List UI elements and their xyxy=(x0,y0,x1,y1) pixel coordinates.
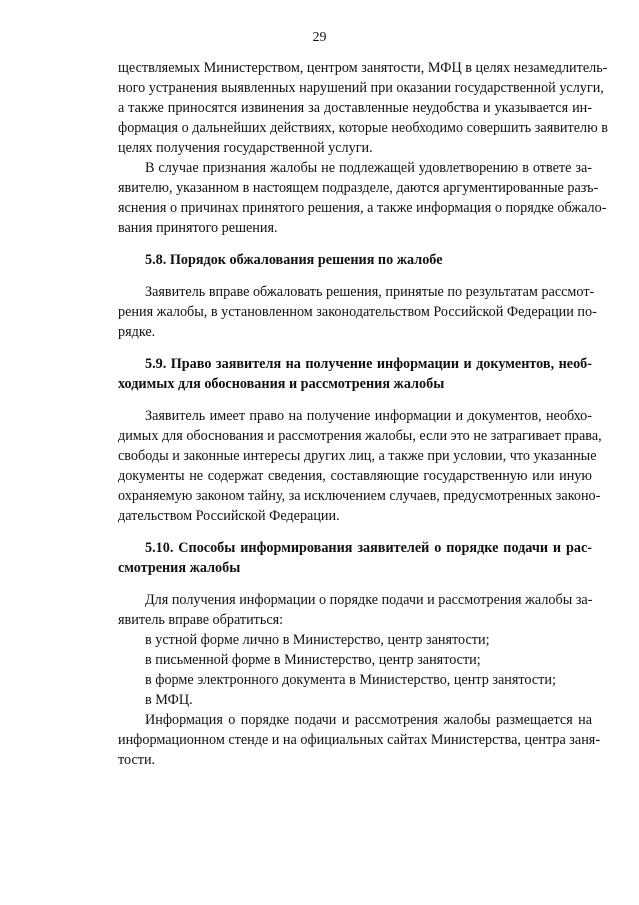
text-line: явитель вправе обратиться: xyxy=(118,612,284,628)
text-line: В случае признания жалобы не подлежащей удовлетворению в ответе за- xyxy=(145,160,592,176)
text-line: ного устранения выявленных нарушений при оказании государственной услуги, xyxy=(118,80,604,96)
text-line: а также приносятся извинения за доставленные неудобства и указывается ин- xyxy=(118,100,592,116)
text-line: Заявитель вправе обжаловать решения, принятые по результатам рассмот- xyxy=(145,284,595,300)
text-line: свободы и законные интересы других лиц, а также при условии, что указанные xyxy=(118,448,597,464)
section-heading: ходимых для обоснования и рассмотрения жалобы xyxy=(118,376,445,392)
text-line: рения жалобы, в установленном законодательством Российской Федерации по- xyxy=(118,304,597,320)
text-line: целях получения государственной услуги. xyxy=(118,140,373,156)
text-line: формация о дальнейших действиях, которые необходимо совершить заявителю в xyxy=(118,120,608,136)
list-item: в устной форме лично в Министерство, центр занятости; xyxy=(145,632,490,648)
page-number: 29 xyxy=(312,30,327,45)
text-line: рядке. xyxy=(118,324,156,340)
section-heading: 5.9. Право заявителя на получение информации и документов, необ- xyxy=(145,356,592,372)
text-line: дательством Российской Федерации. xyxy=(118,508,340,524)
section-heading: смотрения жалобы xyxy=(118,560,241,576)
text-line: явителю, указанном в настоящем подразделе, даются аргументированные разъ- xyxy=(118,180,599,196)
text-line: документы не содержат сведения, составляющие государственную или иную xyxy=(118,468,592,484)
list-item: в МФЦ. xyxy=(145,692,193,708)
text-line: Заявитель имеет право на получение информации и документов, необхо- xyxy=(145,408,592,424)
section-heading: 5.8. Порядок обжалования решения по жалобе xyxy=(145,252,443,268)
text-line: яснения о причинах принятого решения, а также информация о порядке обжало- xyxy=(118,200,607,216)
text-line: вания принятого решения. xyxy=(118,220,278,236)
text-line: ществляемых Министерством, центром занятости, МФЦ в целях незамедлитель- xyxy=(118,60,608,76)
text-line: охраняемую законом тайну, за исключением случаев, предусмотренных законо- xyxy=(118,488,601,504)
text-line: димых для обоснования и рассмотрения жалобы, если это не затрагивает права, xyxy=(118,428,602,444)
list-item: в форме электронного документа в Министерство, центр занятости; xyxy=(145,672,556,688)
text-line: Для получения информации о порядке подачи и рассмотрения жалобы за- xyxy=(145,592,593,608)
list-item: в письменной форме в Министерство, центр занятости; xyxy=(145,652,481,668)
text-line: Информация о порядке подачи и рассмотрения жалобы размещается на xyxy=(145,712,592,728)
text-line: тости. xyxy=(118,752,156,768)
text-line: информационном стенде и на официальных сайтах Министерства, центра заня- xyxy=(118,732,601,748)
section-heading: 5.10. Способы информирования заявителей о порядке подачи и рас- xyxy=(145,540,592,556)
